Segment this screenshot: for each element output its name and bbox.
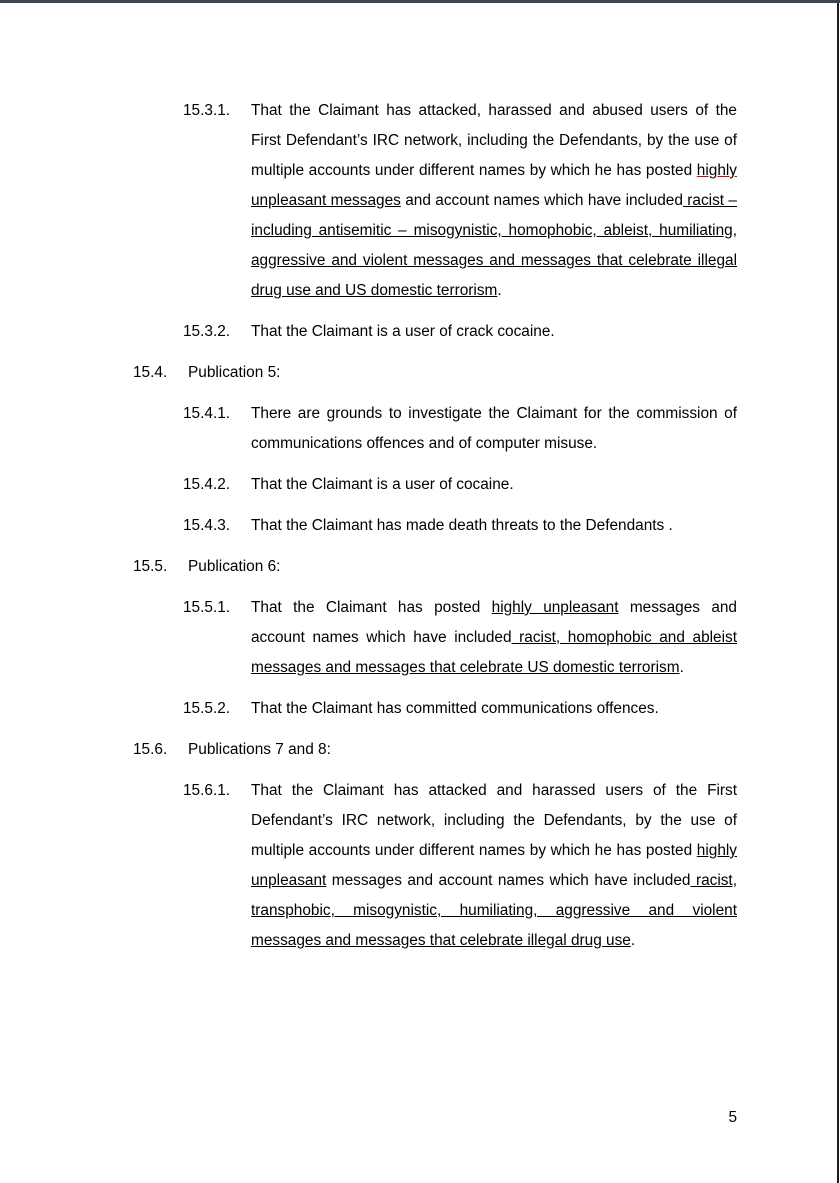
clause-15-4 [133,358,737,388]
body-text: and account names which have included [400,192,683,209]
clause-text [251,776,737,956]
body-text: Publications 7 and 8: [188,741,331,758]
clause-number: 15.4.3. [183,517,231,534]
clause-number: 15.4. [133,364,168,381]
clause-number: 15.3.2. [183,323,231,340]
viewer-top-rule [0,0,840,3]
page-number: 5 [728,1109,737,1126]
clause-15-4-2 [133,470,737,500]
viewer-right-rule [837,3,839,1183]
clause-15-4-1 [133,399,737,459]
clause-15-3-2 [133,317,737,347]
inserted-text: racist – including antisemitic – misogynistic, homophobic, ableist, humiliating, aggressive and violent messages and messages that celebrate illegal drug use and US domestic terrorism [251,192,737,299]
clause-number: 15.4.2. [183,476,231,493]
inserted-text: highly unpleasant [251,842,737,889]
body-text: . [497,282,502,299]
clause-text [251,96,737,306]
clause-number: 15.6. [133,741,168,758]
inserted-text: racist, homophobic and ableist messages and messages that celebrate US domestic terrorism [251,629,737,676]
clause-15-6 [133,735,737,765]
body-text: That the Claimant has made death threats to the Defendants . [251,517,673,534]
body-text: That the Claimant has attacked and harassed users of the First Defendant’s IRC network, including the Defendants, by the use of multiple accounts under different names by which he has posted [251,782,737,859]
clause-number: 15.5.1. [183,599,231,616]
clause-text [251,511,737,541]
clause-15-5-2 [133,694,737,724]
clause-15-4-3 [133,511,737,541]
document-body [133,96,737,967]
body-text: Publication 6: [188,558,281,575]
clause-text [251,317,737,347]
clause-text [188,358,737,388]
clause-number: 15.6.1. [183,782,231,799]
body-text: That the Claimant has committed communications offences. [251,700,659,717]
body-text: . [679,659,684,676]
clause-number: 15.5. [133,558,168,575]
inserted-text-red-underline: highly [696,162,737,179]
body-text: Publication 5: [188,364,281,381]
clause-15-5 [133,552,737,582]
clause-15-5-1 [133,593,737,683]
body-text: messages and account names which have included [326,872,691,889]
clause-15-6-1 [133,776,737,956]
clause-text [251,593,737,683]
clause-number: 15.5.2. [183,700,231,717]
body-text: That the Claimant is a user of cocaine. [251,476,514,493]
clause-15-3-1 [133,96,737,306]
clause-text [251,470,737,500]
body-text: There are grounds to investigate the Claimant for the commission of communications offences and of computer misuse. [251,405,737,452]
body-text: . [630,932,636,949]
inserted-text: racist, transphobic, misogynistic, humiliating, aggressive and violent messages and messages that celebrate illegal drug use [251,872,737,949]
body-text: That the Claimant has attacked, harassed and abused users of the First Defendant’s IRC network, including the Defendants, by the use of multiple accounts under different names by which he has posted [251,102,737,179]
body-text: messages and account names which have included [251,599,737,646]
clause-text [188,735,737,765]
clause-text [251,399,737,459]
clause-text [251,694,737,724]
inserted-text: unpleasant messages [251,192,401,209]
inserted-text: highly unpleasant [491,599,619,616]
clause-text [188,552,737,582]
body-text: That the Claimant is a user of crack cocaine. [251,323,555,340]
body-text: That the Claimant has posted [251,599,492,616]
clause-number: 15.3.1. [183,102,231,119]
clause-number: 15.4.1. [183,405,231,422]
